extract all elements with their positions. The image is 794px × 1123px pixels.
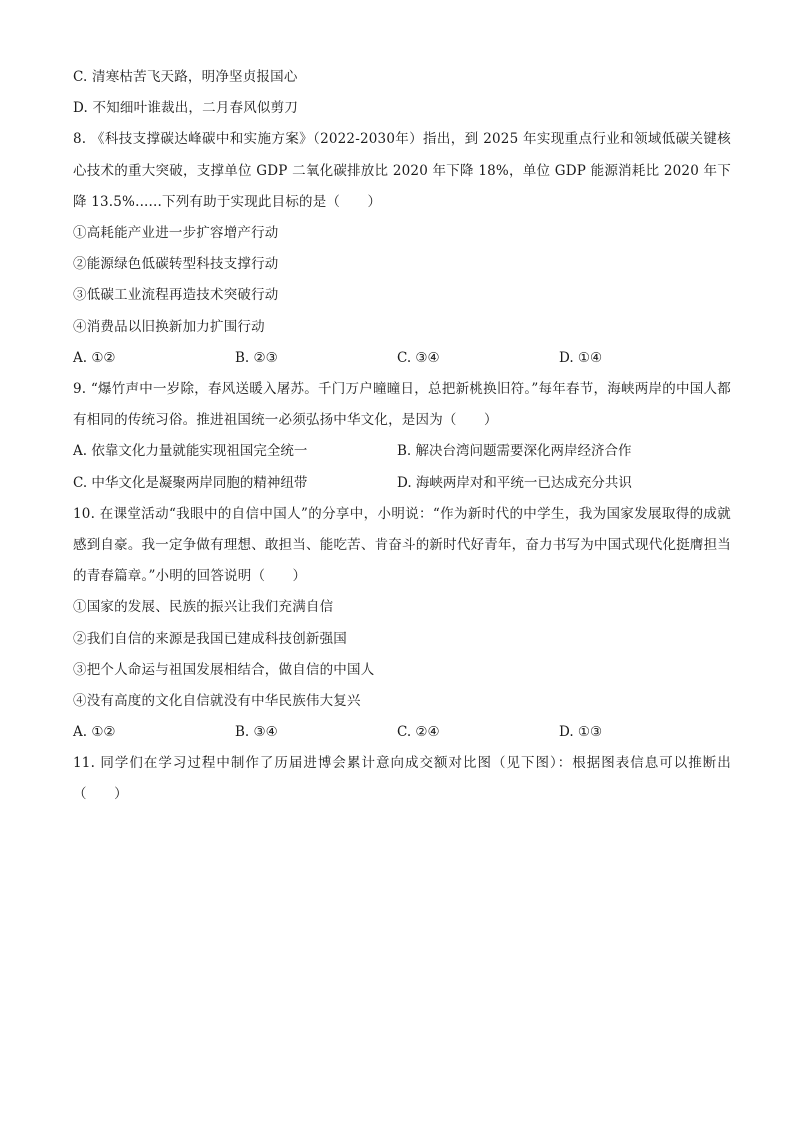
question-8-stem: 8. 《科技支撑碳达峰碳中和实施方案》（2022-2030年）指出，到 2025 年实现重点行业和领域低碳关键核心技术的重大突破，支撑单位 GDP 二氧化碳排放比 2020 年下降 18%，单位 GDP 能源消耗比 2020 年下降 13.5%......下列有助于实现此目标的是（ ） xyxy=(73,131,731,210)
question-8-option-a: A. ①② xyxy=(73,349,116,366)
question-10-option-a: A. ①② xyxy=(73,724,116,741)
question-10-option-c: C. ②④ xyxy=(397,724,440,741)
question-10-option-d: D. ①③ xyxy=(559,724,603,741)
question-9-stem: 9. “爆竹声中一岁除，春风送暖入屠苏。千门万户曈曈日，总把新桃换旧符。”每年春节，海峡两岸的中国人都有相同的传统习俗。推进祖国统一必须弘扬中华文化，是因为（ ） xyxy=(73,380,731,429)
question-11-stem: 11. 同学们在学习过程中制作了历届进博会累计意向成交额对比图（见下图）：根据图表信息可以推断出（ ） xyxy=(73,755,731,803)
question-8-option-d: D. ①④ xyxy=(559,349,603,366)
question-9-options-row-2 xyxy=(73,468,731,499)
question-11 xyxy=(73,748,731,810)
question-10-option-b: B. ③④ xyxy=(235,724,278,741)
question-9 xyxy=(73,374,731,499)
question-9-option-c: C. 中华文化是凝聚两岸同胞的精神纽带 xyxy=(73,474,308,491)
question-8-item-2: ②能源绿色低碳转型科技支撑行动 xyxy=(73,256,279,273)
question-10-options xyxy=(73,717,731,748)
question-10-item-2: ②我们自信的来源是我国已建成科技创新强国 xyxy=(73,630,347,647)
question-10-item-3: ③把个人命运与祖国发展相结合，做自信的中国人 xyxy=(73,661,375,678)
exam-page xyxy=(73,62,731,811)
question-9-option-d: D. 海峡两岸对和平统一已达成充分共识 xyxy=(397,474,632,491)
question-8-option-c: C. ③④ xyxy=(397,349,440,366)
question-8 xyxy=(73,124,731,374)
question-8-item-1: ①高耗能产业进一步扩容增产行动 xyxy=(73,224,279,241)
question-10-stem: 10. 在课堂活动“我眼中的自信中国人”的分享中，小明说：“作为新时代的中学生，我为国家发展取得的成就感到自豪。我一定争做有理想、敢担当、能吃苦、肯奋斗的新时代好青年，奋力书写为中国式现代化挺膺担当的青春篇章。”小明的回答说明（ ） xyxy=(73,505,731,585)
prev-option-c: C. 清寒枯苦飞天路，明净坚贞报国心 xyxy=(73,69,298,85)
question-10-item-1: ①国家的发展、民族的振兴让我们充满自信 xyxy=(73,599,334,616)
question-10-item-4: ④没有高度的文化自信就没有中华民族伟大复兴 xyxy=(73,692,361,709)
question-9-options-row-1 xyxy=(73,436,731,467)
prev-option-d: D. 不知细叶谁裁出，二月春风似剪刀 xyxy=(73,100,299,117)
question-9-option-a: A. 依靠文化力量就能实现祖国完全统一 xyxy=(73,443,308,460)
question-8-item-3: ③低碳工业流程再造技术突破行动 xyxy=(73,287,279,304)
question-8-options xyxy=(73,343,731,374)
question-9-option-b: B. 解决台湾问题需要深化两岸经济合作 xyxy=(397,443,632,460)
question-10 xyxy=(73,499,731,749)
question-8-item-4: ④消费品以旧换新加力扩围行动 xyxy=(73,318,265,335)
question-8-option-b: B. ②③ xyxy=(235,349,278,366)
